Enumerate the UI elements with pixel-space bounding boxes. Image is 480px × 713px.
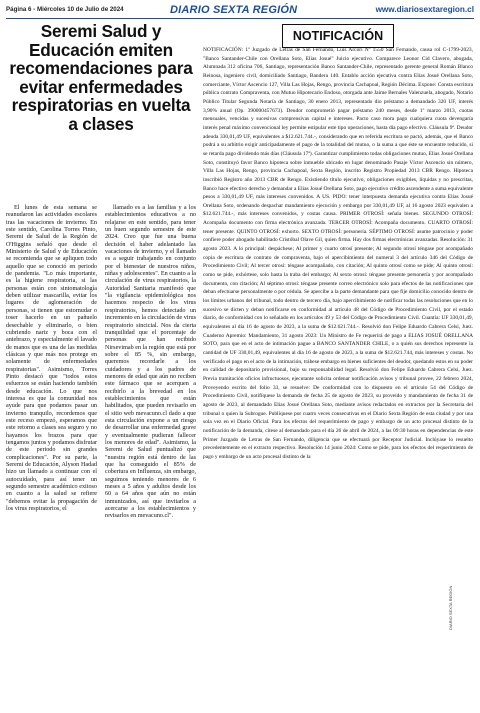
- article-headline: Seremi Salud y Educación emiten recomendaciones para evitar enfermedades respiratorias en vuelta a clases: [9, 21, 193, 134]
- notice-body: NOTIFICACIÓN: 1º Juzgado de Letras de San Fernando, Luis Arcori Nº 1550 San Fernando, causa rol C-1799-2023, "Banco Santander-Chile con Orellana Soto, Elias Josué" Juicio ejecutivo. Comparece Leonor Cid Clavero, abogada, Alumnada 312 oficina 706, Santiago, representación Banco Santander-Chile, representado gerente general Román Blanco Reinosa, ingeniero civil, domiciliado Santiago, Bandera 140. Entablo acción ejecutiva contra Elias Josué Orellana Soto, comerciante, Víctor Ascencio 127, Villa Las Hojas, Rengo, provincia Cachapoal, Región Décima. Expone: Consta escritura pública contrato Compraventa, con Mutuo Hipotecario Endoso, otorgada ante Jaime Bernales Valenzuela, abogado, Notario Público Titular Segunda Notaría de Santiago, 30 enero 2013, representado dio préstamo a demandado 320 UF, interés 3,90% anual (Op. 390000457673). Deudor comprometió pagar préstamo 240 meses, desde 1º marzo 2013, cuotas mensuales, vencidas y sucesivas comprensivas capital e intereses. Pacto caso mora pago cualquiera cuota devengaría interés penal máximo convencional ley permite estipular este tipo operaciones, hasta día pago efectivo. Cláusula 9ª. Deudor adeuda 330,01,49 UF, equivalentes a $12.621.744.-, considerando que en referida escritura se pactó, además, que el Banco podrá a su arbitrio exigir anticipadamente el pago de la totalidad del mutuo, o la suma a que éste se encuentre reducido, si se retarda pago dividendo más días (Cláusula 17ª). Garantizar cumplimiento todas obligaciones mutuo, Elias Josué Orellana Soto, constituyó favor Banco hipoteca sobre inmueble ubicado en lugar denominado Pasaje Víctor Ascencio sin número, Villa Las Hojas, Rengo, provincia Cachapoal, Sexta Región, inscrito Registro Propiedad 2013 CBR Rengo. Hipoteca inscribió Registro año 2013 CBR de Rengo. Existiendo título ejecutivo, obligaciones exigibles, líquidas y no prescritas, Banco hace efectivo derecho y demandar a Elias Josué Orellana Soto, pago ejecutivo crédito ascendente a suma equivalente pesos a 330,01,49 UF, más intereses convenidos. A US. PIDO: tener interpuesta demanda ejecutiva contra Elias Josué Orellana Soto, ordenando despachar mandamiento ejecución y embargo por 330,01,49 UF, al 16 agosto 2023 equivalen a $12.621.744.-, más intereses convenidos, y costas causa. PRIMER OTROSÍ: señala bienes. SEGUNDO OTROSÍ: Acompaña documento con firma electrónica avanzada. TERCER OTROSÍ: Acompaña documento. CUARTO OTROSÍ: tener presente. QUINTO OTROSÍ: exhorto. SEXTO OTROSÍ: personería. SÉPTIMO OTROSÍ: asume patrocinio y poder confiere poder abogado habilitado Cristóbal Olave Gil, quien firma. Hay dos firmas electrónicas avanzadas. Resolución: 31 agosto 2023. A lo principal: despáchese; Al primer y cuarto otrosí presente; Al segundo otrosí téngase por acompañado copia de escritura de contrato de compraventa, bajo el apercibimiento del numeral 3 del artículo 346 del Código de Procedimiento Civil; Al tercer otrosí: téngase acompañado, con citación; Al quinto otrosí como se pide; Al quinto otrosí: como se pide, exhórtese, solo hasta la traba del embargo; Al sexto otrosí: téngase presente personería y por acompañado documento, con citación; Al séptimo otrosí: téngase presente correo electrónico solo para efectos de las notificaciones que deban efectuarse personalmente o por cédula. Se apercibe a la parte demandante para que fije domicilio conocido dentro de los límites urbanos del tribunal, todo dentro de tercero día, bajo apercibimiento de notificar todas las resoluciones que en lo sucesivo se dicten y deban notificarse en conformidad al artículo 48 del Código de Procedimiento Civil, por el estado diario, de conformidad con lo señalado en los artículos 49 y 53 del Código de Procedimiento Civil. Cuantía: UF 330,01,49, equivalentes al día 16 de agosto de 2023, a la suma de $12.621.744.-. Resolvió don Felipe Eduardo Cabrera Celsi, Juez. Cuaderno Apremio: Mandamiento, 31 agosto 2023: Un Ministro de Fe requerirá de pago a ELIAS JOSUÉ ORELLANA SOTO, para que en el acto de intimación pague a BANCO SANTANDER CHILE, o a quién sus derechos represente la cantidad de UF 330,01,49, equivalentes al día 16 de agosto de 2023, a la suma de $12.621.744, más intereses y costas. No verificado el pago en el acto de la intimación, trábese embargo en bienes suficientes del deudor, quedando estos en su poder en calidad de depositario provisional, bajo su responsabilidad legal. Resolvió don Felipe Eduardo Cabrera Celsi, Juez. Previa tramitación oficios infructuosos, ejecutante solicita ordenar notificación avisos y tribunal provee, 22 febrero 2024, Proveyendo escrito del folio 33, se resuelve: De conformidad con lo dispuesto en el artículo 54 del Código de Procedimiento Civil, notifíquese la demanda de fecha 25 de agosto de 2023, su proveído y mandamiento de fecha 31 de agosto de 2023, al demandado Elias Josué Orellana Soto, mediante avisos redactados en extractos por la Secretaria del tribunal o quien la Subrogue. Publíquese por cuatro veces consecutivas en el Diario Sexta Región de esta ciudad y por una sola vez en el Diario Oficial. Para los efectos del requerimiento de pago y embargo de un acto procesal distinto de la notificación de la demanda, cítese al demandado para el día 26 de abril de 2024, a las 09:30 horas en dependencias de este Primer Juzgado de Letras de San Fernando, diligencia que se efectuará por Receptor Judicial. Inclúyase lo resuelto precedentemente en el extracto respectivo. Resolución 14 junio 2024: Como se pide, para los efectos del requerimiento de pago y embargo de un acto procesal distinto de la: [203, 47, 473, 460]
- article-column-2: [105, 205, 196, 521]
- notice-title: NOTIFICACIÓN: [282, 24, 394, 48]
- article-text-col2: llamado es a las familias y a los establecimientos educativos a no relajarse en este sentido, para tener un buen segundo semestre de este 2024. Creo que fue una buena decisión el haber adelantado las vacaciones de invierno, y el llamado es a seguir trabajando en conjunto por el bienestar de nuestros niños, niñas y adolescentes". En cuanto a la circulación de virus respiratorios, la Autoridad Sanitaria manifestó que "la vigilancia epidemiológica nos hacemos respecto de los virus respiratorios, hemos detectado un incremento en la circulación de virus respiratorio sincicial. Nos da cierta tranquilidad que el porcentaje de personas que han recibido Nirsevimab en la región que está por sobre el 85 %, sin embargo, queremos recordarle a los cuidadores y a los padres de menores de edad que aún no reciben este fármaco que se acerquen a recibirlo a la brevedad en los establecimientos que están habilitados, que pueden revisarlo en el sitio web mevacuno.cl dado a que esta circulación expone a un riesgo de desarrollar una enfermedad grave y eventualmente pudieran fallecer los menores de edad". Asimismo, la Seremi de Salud puntualizó que "nuestra región está dentro de las que ha conseguido el 85% de cobertura en Influenza, sin embargo, seguimos teniendo menores de 6 meses a 5 años y adultos desde los 60 a 64 años que aún no están inmunizados, así que invitarlos a acercarse a los establecimientos y revisarlos en mevacuno.cl".: [105, 205, 196, 520]
- newspaper-name: DIARIO SEXTA REGIÓN: [170, 4, 298, 16]
- page-date: Página 6 - Miércoles 10 de Julio de 2024: [6, 6, 124, 13]
- legal-notice: [203, 22, 473, 710]
- website-url[interactable]: www.diariosextaregion.cl: [375, 5, 474, 14]
- article: [6, 22, 196, 710]
- side-code: [448, 585, 479, 660]
- side-code-text: DIARIO SEXTA REGIÓN: [448, 585, 453, 630]
- article-body: [6, 205, 196, 521]
- article-text-col1: El lunes de esta semana se reanudaron las actividades escolares tras las vacaciones de invierno. En este sentido, Carolina Torres Pinto, Seremi de Salud de la Región de O'Higgins señaló que desde el Ministerio de Salud y de Educación se recomienda que se apliquen todo aquello que se conoció en periodo de pandemia. "Lo más importante, es la higiene respiratoria, si las personas están con sintomatología deben utilizar mascarilla, evitar los lugares de aglomeración de personas, si tienen que estornudar o toser hacerlo en un pañuelo desechable y eliminarlo, o bien cubriendo nariz y boca con el antebrazo, y especialmente el lavado de manos que es una de las medidas clásicas y que más nos protege en solamente de enfermedades respiratorias". Asimismo, Torres Pinto destacó que "todos estos esfuerzos se están haciendo también desde educación. Lo que nos interesa es que la comunidad nos ayude para que podamos pasar un invierno tranquilo, recordemos que este receso empezó, esperamos que este retorno a clases sea seguro y no hayamos los brazos para que tengamos juntos y podamos disfrutar de este periodo sin grandes complicaciones". Por su parte, la Seremi de Educación, Alyson Hadad hizo un llamado a continuar con el autocuidado, para así tener un segundo semestre académico exitoso en cuanto a la salud se refiere "debemos evitar la propagación de los virus respiratorios, el: [6, 205, 97, 513]
- page-header: [6, 4, 474, 19]
- article-column-1: [6, 205, 97, 521]
